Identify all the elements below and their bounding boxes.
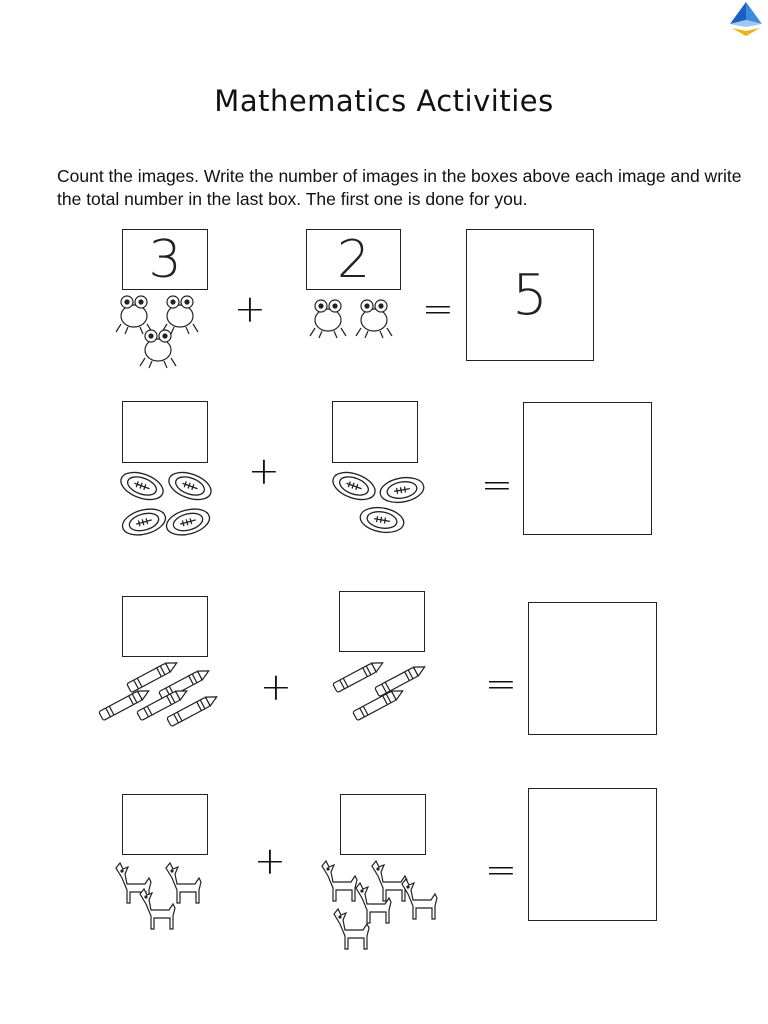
answer-box-left[interactable] [122,596,208,657]
equals-sign: = [485,848,517,892]
frog-group-left [112,292,212,376]
answer-box-left[interactable]: 3 [122,229,208,290]
answer-box-right[interactable] [339,591,425,652]
plus-sign: + [248,449,280,493]
deer-icon [110,860,214,932]
football-group-left [116,470,216,540]
pyramid-logo-icon [724,0,768,38]
deer-group-left [110,860,214,932]
plus-sign: + [260,665,292,709]
football-group-right [326,470,426,540]
crayon-group-right [324,656,434,726]
crayon-group-left [94,658,224,730]
deer-icon [318,858,444,958]
frog-icon [112,292,212,376]
answer-box-right[interactable] [340,794,426,855]
instructions-text: Count the images. Write the number of images in the boxes above each image and write the total number in the last box. The first one is done for you. [57,166,742,209]
football-icon [326,470,426,540]
plus-sign: + [254,839,286,883]
total-box[interactable] [523,402,652,535]
answer-box-right[interactable]: 2 [306,229,401,290]
equals-sign: = [481,463,513,507]
deer-group-right [318,858,444,958]
answer-box-left[interactable] [122,401,208,463]
equals-sign: = [485,662,517,706]
total-box[interactable] [528,602,657,735]
equals-sign: = [422,287,454,331]
total-box[interactable] [528,788,657,921]
frog-icon [306,294,400,352]
crayon-icon [94,658,224,730]
answer-box-left[interactable] [122,794,208,855]
frog-group-right [306,294,400,352]
total-box[interactable]: 5 [466,229,594,361]
page-title: Mathematics Activities [214,84,554,118]
football-icon [116,470,216,540]
plus-sign: + [234,287,266,331]
crayon-icon [324,656,434,726]
answer-box-right[interactable] [332,401,418,463]
